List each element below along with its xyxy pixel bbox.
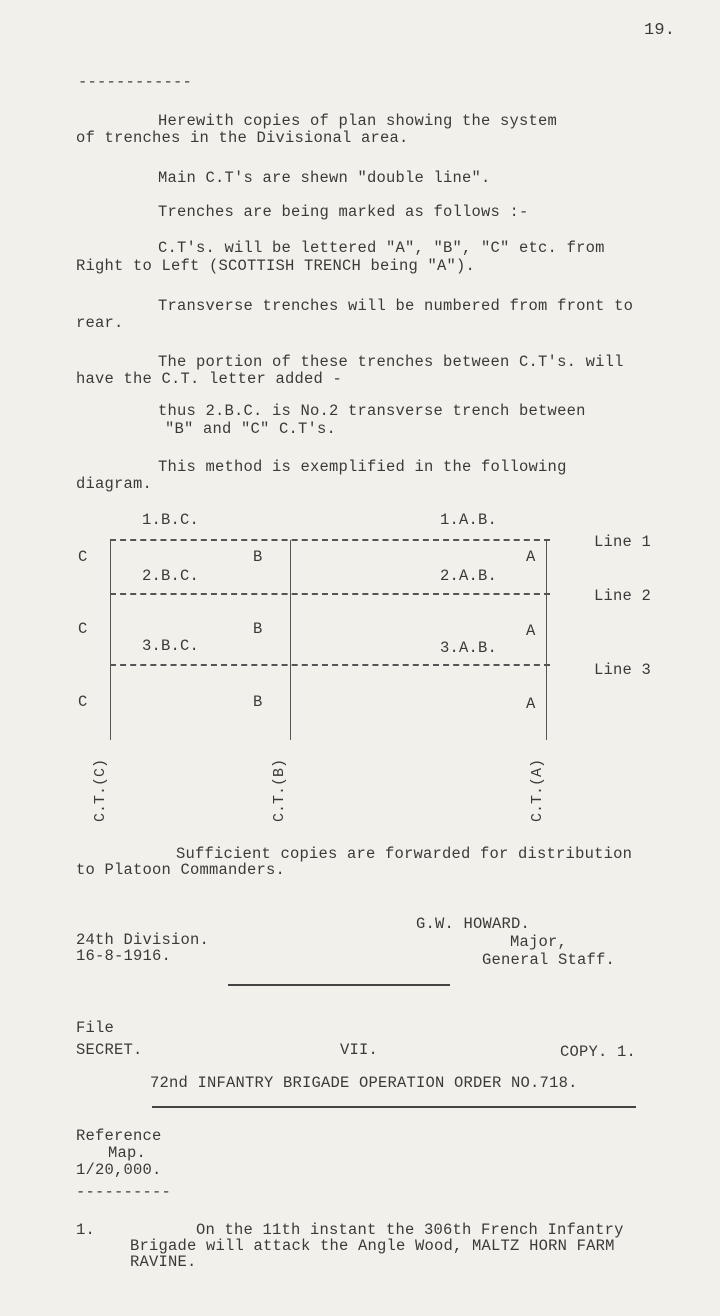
ct-a-line (546, 540, 547, 740)
copy-label: COPY. 1. (560, 1043, 637, 1061)
label-1ab: 1.A.B. (440, 511, 498, 529)
ct-b-label: C.T.(B) (271, 758, 288, 822)
label-2ab: 2.A.B. (440, 567, 498, 585)
order-title: 72nd INFANTRY BRIGADE OPERATION ORDER NO.718. (150, 1074, 578, 1092)
trench-line-3 (110, 664, 550, 666)
para-3: Trenches are being marked as follows :- (158, 203, 529, 221)
closing-line-2: to Platoon Commanders. (76, 861, 286, 879)
para-4-line-2: Right to Left (SCOTTISH TRENCH being "A"). (76, 257, 476, 275)
label-3ab: 3.A.B. (440, 639, 498, 657)
label-1bc: 1.B.C. (142, 511, 200, 529)
ct-c-label: C.T.(C) (92, 758, 109, 822)
divider-rule (228, 984, 450, 986)
letter-c-row3: C (78, 693, 88, 711)
item-line-1: On the 11th instant the 306th French Infantry (196, 1221, 624, 1239)
signature-unit: General Staff. (482, 951, 616, 969)
ct-c-line (110, 540, 111, 740)
ct-b-line (290, 540, 291, 740)
letter-b-row3: B (253, 693, 263, 711)
letter-c-row1: C (78, 548, 88, 566)
line-1-label: Line 1 (594, 533, 652, 551)
para-1-line-2: of trenches in the Divisional area. (76, 129, 409, 147)
page-number: 19. (644, 21, 676, 40)
para-8-line-2: diagram. (76, 475, 153, 493)
signature-rank: Major, (510, 933, 568, 951)
item-number: 1. (76, 1221, 96, 1239)
secret-label: SECRET. (76, 1041, 143, 1059)
letter-b-row1: B (253, 548, 263, 566)
letter-a-row1: A (526, 548, 536, 566)
trench-line-2 (110, 593, 550, 595)
para-4-line-1: C.T's. will be lettered "A", "B", "C" etc. from (158, 239, 605, 257)
letter-a-row2: A (526, 622, 536, 640)
para-7-line-1: thus 2.B.C. is No.2 transverse trench between (158, 402, 586, 420)
para-7-line-2: "B" and "C" C.T's. (165, 420, 337, 438)
para-5-line-2: rear. (76, 314, 124, 332)
map-label: Map. (108, 1144, 147, 1162)
division: 24th Division. (76, 931, 210, 949)
trench-line-1 (110, 539, 550, 541)
file-label: File (76, 1019, 115, 1037)
label-3bc: 3.B.C. (142, 637, 200, 655)
para-6-line-2: have the C.T. letter added - (76, 370, 343, 388)
item-line-2: Brigade will attack the Angle Wood, MALTZ HORN FARM (130, 1237, 615, 1255)
top-rule: ------------ (78, 73, 193, 91)
para-8-line-1: This method is exemplified in the following (158, 458, 567, 476)
ct-a-label: C.T.(A) (529, 758, 546, 822)
reference-rule: ---------- (76, 1183, 172, 1201)
line-2-label: Line 2 (594, 587, 652, 605)
closing-line-1: Sufficient copies are forwarded for distribution (176, 845, 633, 863)
reference-label: Reference (76, 1127, 162, 1145)
map-scale: 1/20,000. (76, 1161, 162, 1179)
para-2: Main C.T's are shewn "double line". (158, 169, 491, 187)
letter-a-row3: A (526, 695, 536, 713)
para-1-line-1: Herewith copies of plan showing the system (158, 112, 558, 130)
label-2bc: 2.B.C. (142, 567, 200, 585)
para-5-line-1: Transverse trenches will be numbered from front to (158, 297, 634, 315)
section-roman: VII. (340, 1041, 379, 1059)
date: 16-8-1916. (76, 947, 172, 965)
signature-name: G.W. HOWARD. (416, 915, 531, 933)
letter-c-row2: C (78, 620, 88, 638)
letter-b-row2: B (253, 620, 263, 638)
title-underline (152, 1106, 636, 1108)
item-line-3: RAVINE. (130, 1253, 197, 1271)
line-3-label: Line 3 (594, 661, 652, 679)
para-6-line-1: The portion of these trenches between C.T's. will (158, 353, 624, 371)
